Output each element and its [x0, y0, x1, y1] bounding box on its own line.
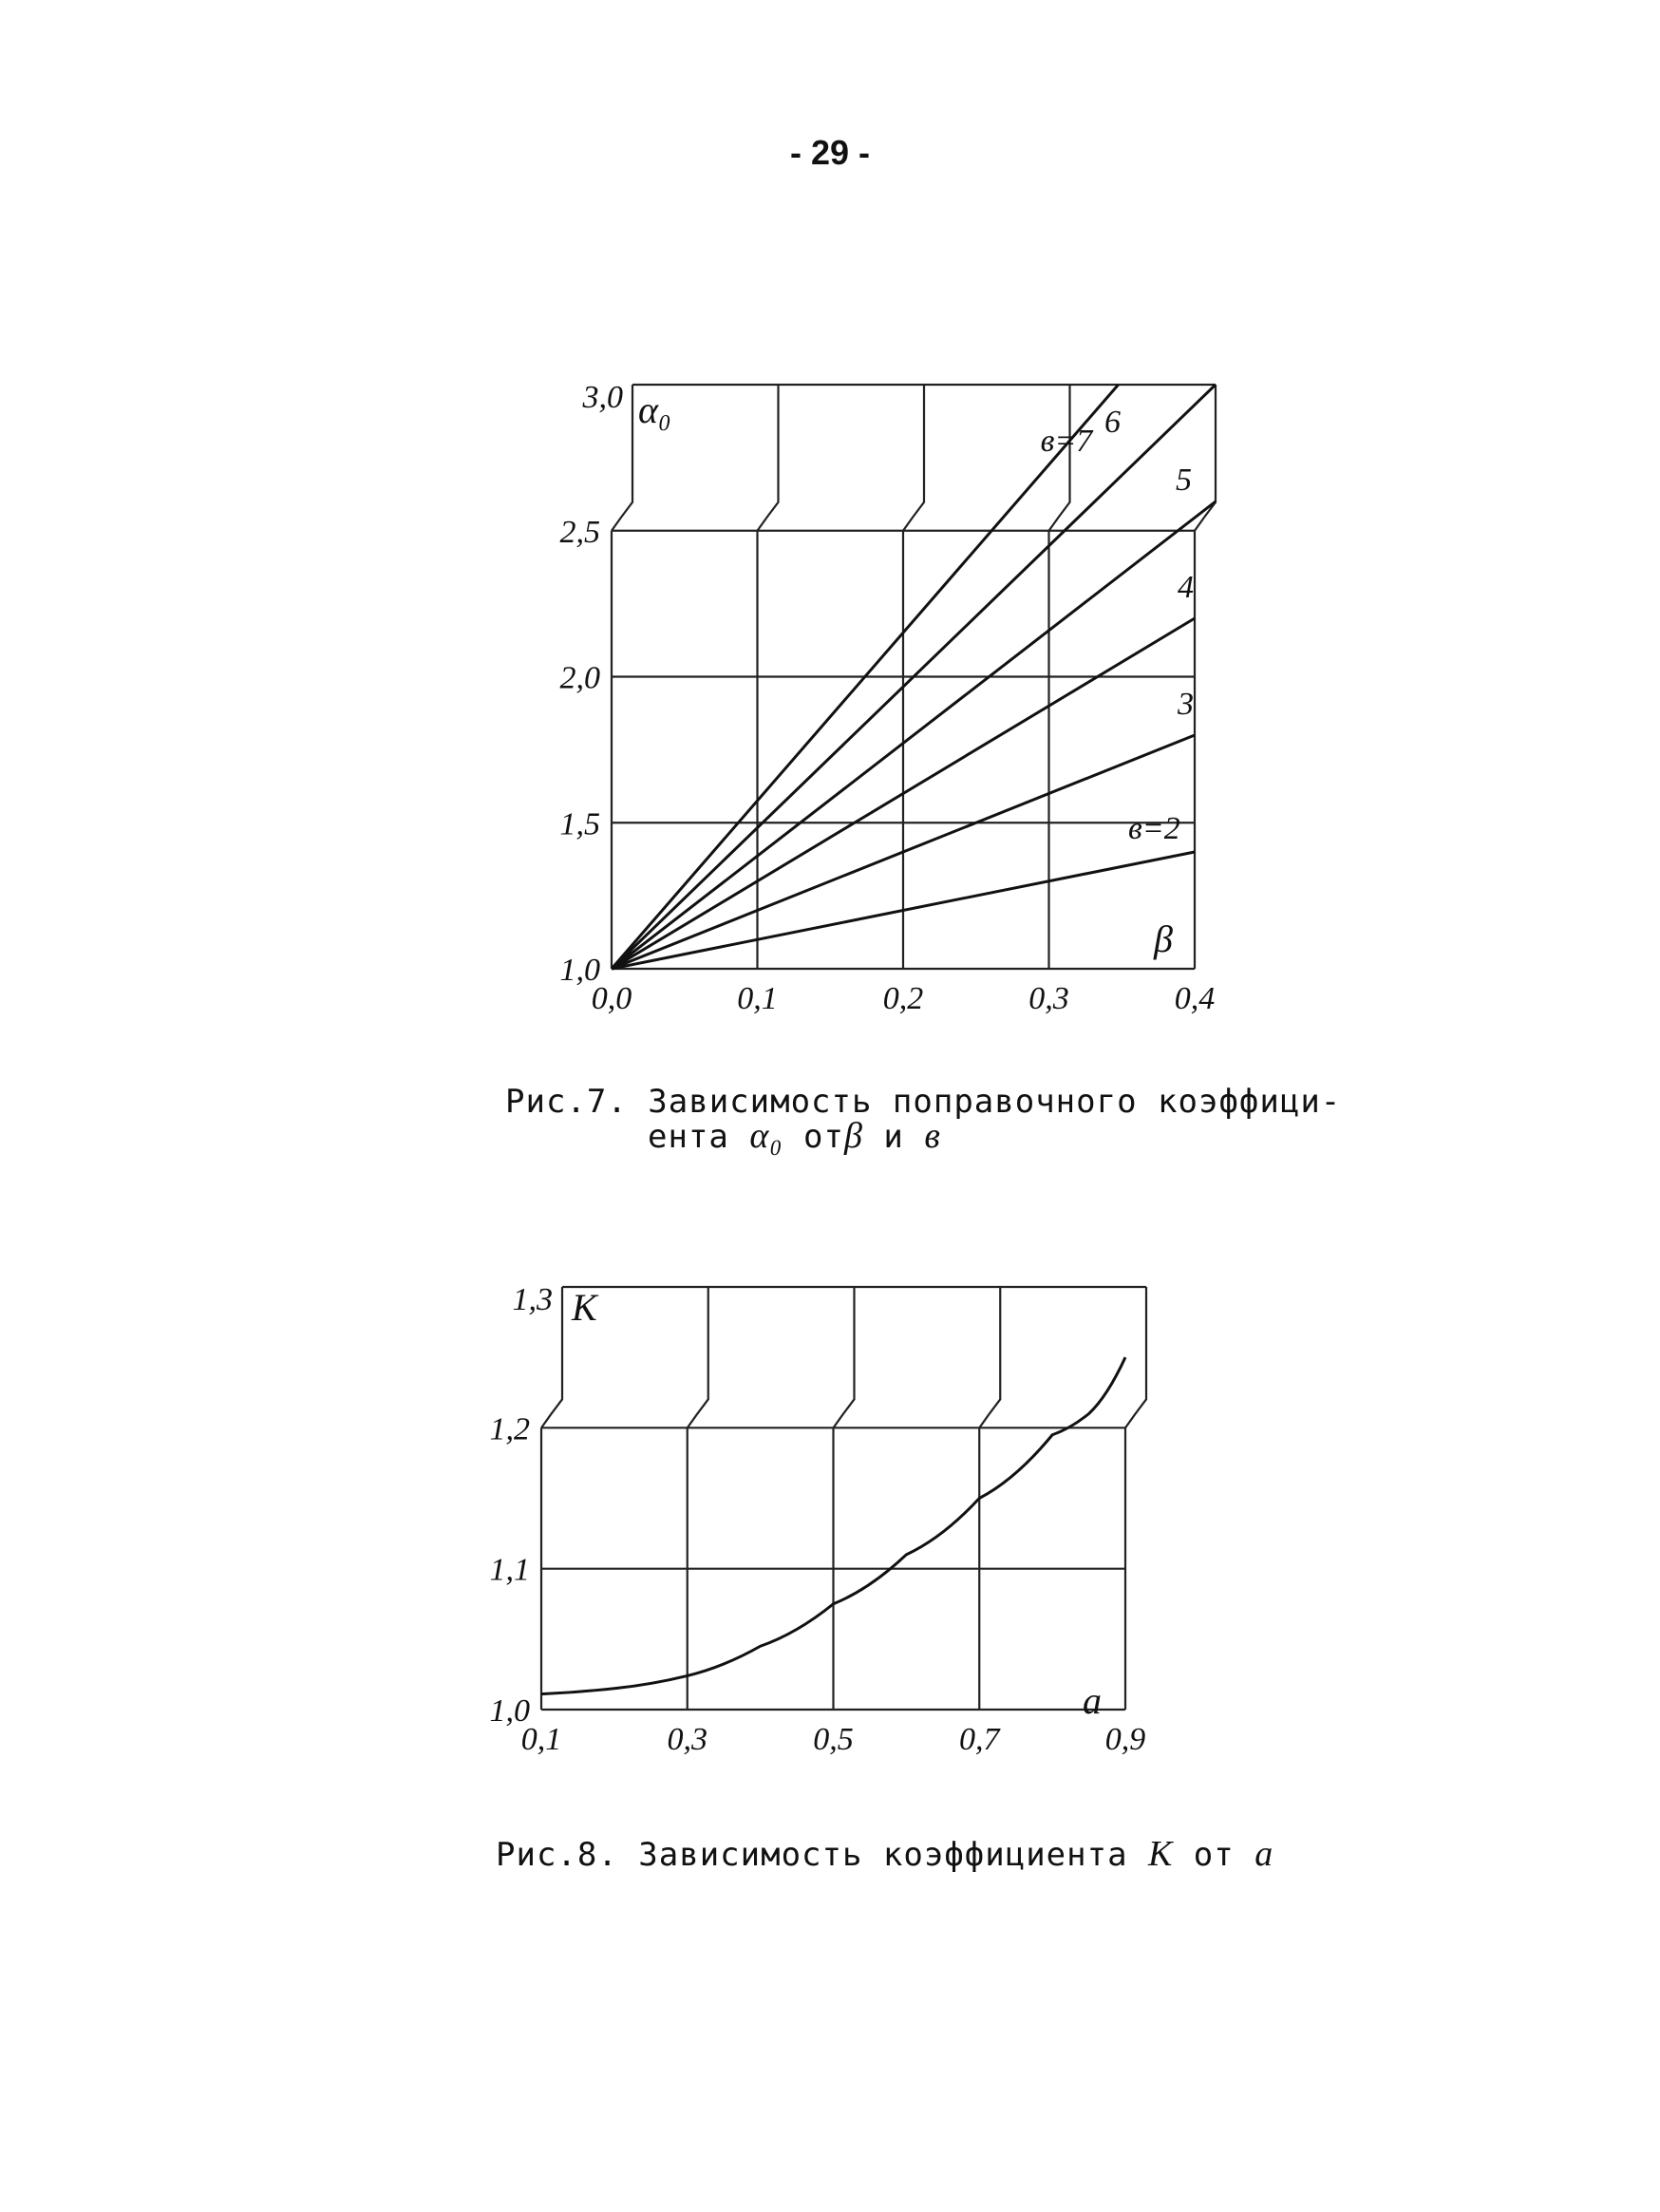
fig8-grid — [541, 1287, 1146, 1710]
y-tick-label: 1,2 — [489, 1411, 530, 1447]
x-tick-label: 0,2 — [882, 981, 924, 1016]
fig7-caption-word: и — [883, 1118, 904, 1156]
y-tick-label: 1,1 — [489, 1552, 530, 1588]
y-tick-label: 3,0 — [582, 380, 623, 415]
fig8-caption — [496, 1833, 1273, 1875]
axis-break-zigzag — [1125, 1287, 1146, 1427]
page-number: - 29 - — [789, 133, 871, 172]
x-tick-label: 0,3 — [667, 1722, 707, 1757]
fig7-caption-line2 — [505, 1115, 1341, 1157]
fig8-ticks — [490, 1282, 1146, 1757]
chart-fig8 — [465, 1263, 1187, 1795]
fig7-caption-b: в — [924, 1116, 941, 1156]
axis-break-zigzag — [903, 385, 924, 531]
x-tick-label: 0,4 — [1174, 981, 1216, 1016]
x-tick-label: 0,5 — [813, 1722, 854, 1757]
series-label: в=2 — [1128, 811, 1180, 846]
axis-break-zigzag — [834, 1287, 855, 1427]
fig8-y-axis-label: K — [572, 1286, 597, 1329]
series-label: 4 — [1178, 570, 1194, 605]
fig8-x-axis-label: a — [1083, 1679, 1102, 1722]
y-tick-label: 1,3 — [512, 1282, 553, 1317]
fig8-caption-text: Рис.8. Зависимость коэффициента — [496, 1836, 1128, 1874]
x-tick-label: 0,7 — [959, 1722, 1000, 1757]
y-tick-label: 1,5 — [559, 806, 600, 842]
axis-break-zigzag — [688, 1287, 708, 1427]
fig7-caption-beta: β — [843, 1116, 863, 1156]
fig7-y-axis-label: α₀ — [638, 388, 671, 431]
x-tick-label: 0,0 — [591, 981, 632, 1016]
fig7-ticks — [560, 380, 1216, 1016]
series-line — [612, 501, 1216, 969]
series-label: 5 — [1176, 463, 1192, 498]
x-tick-label: 0,1 — [737, 981, 778, 1016]
axis-break-zigzag — [979, 1287, 1000, 1427]
series-label: в=7 — [1040, 424, 1093, 459]
series-label: 3 — [1178, 687, 1194, 722]
fig7-caption — [505, 1083, 1341, 1157]
axis-break-zigzag — [758, 385, 779, 531]
fig8-caption-K: К — [1148, 1834, 1174, 1874]
y-tick-label: 1,0 — [559, 953, 600, 988]
y-tick-label: 2,5 — [559, 514, 600, 550]
y-tick-label: 2,0 — [559, 660, 600, 696]
x-tick-label: 0,9 — [1104, 1722, 1146, 1757]
fig8-caption-word: от — [1193, 1836, 1235, 1874]
y-tick-label: 1,0 — [489, 1693, 530, 1729]
fig7-caption-alpha: α₀ — [749, 1116, 783, 1156]
x-tick-label: 0,1 — [520, 1722, 562, 1757]
series-label: 6 — [1104, 405, 1121, 440]
fig8-axis-break — [541, 1287, 1146, 1427]
fig7-caption-word: ента — [648, 1118, 729, 1156]
fig8-caption-a: a — [1254, 1834, 1274, 1874]
fig7-caption-word: от — [803, 1118, 844, 1156]
fig7-axis-break — [612, 385, 1216, 531]
x-tick-label: 0,3 — [1028, 981, 1069, 1016]
fig7-caption-line1: Рис.7. Зависимость поправочного коэффици- — [505, 1083, 1342, 1121]
chart-fig7 — [532, 361, 1254, 1045]
fig7-x-axis-label: β — [1154, 917, 1173, 960]
